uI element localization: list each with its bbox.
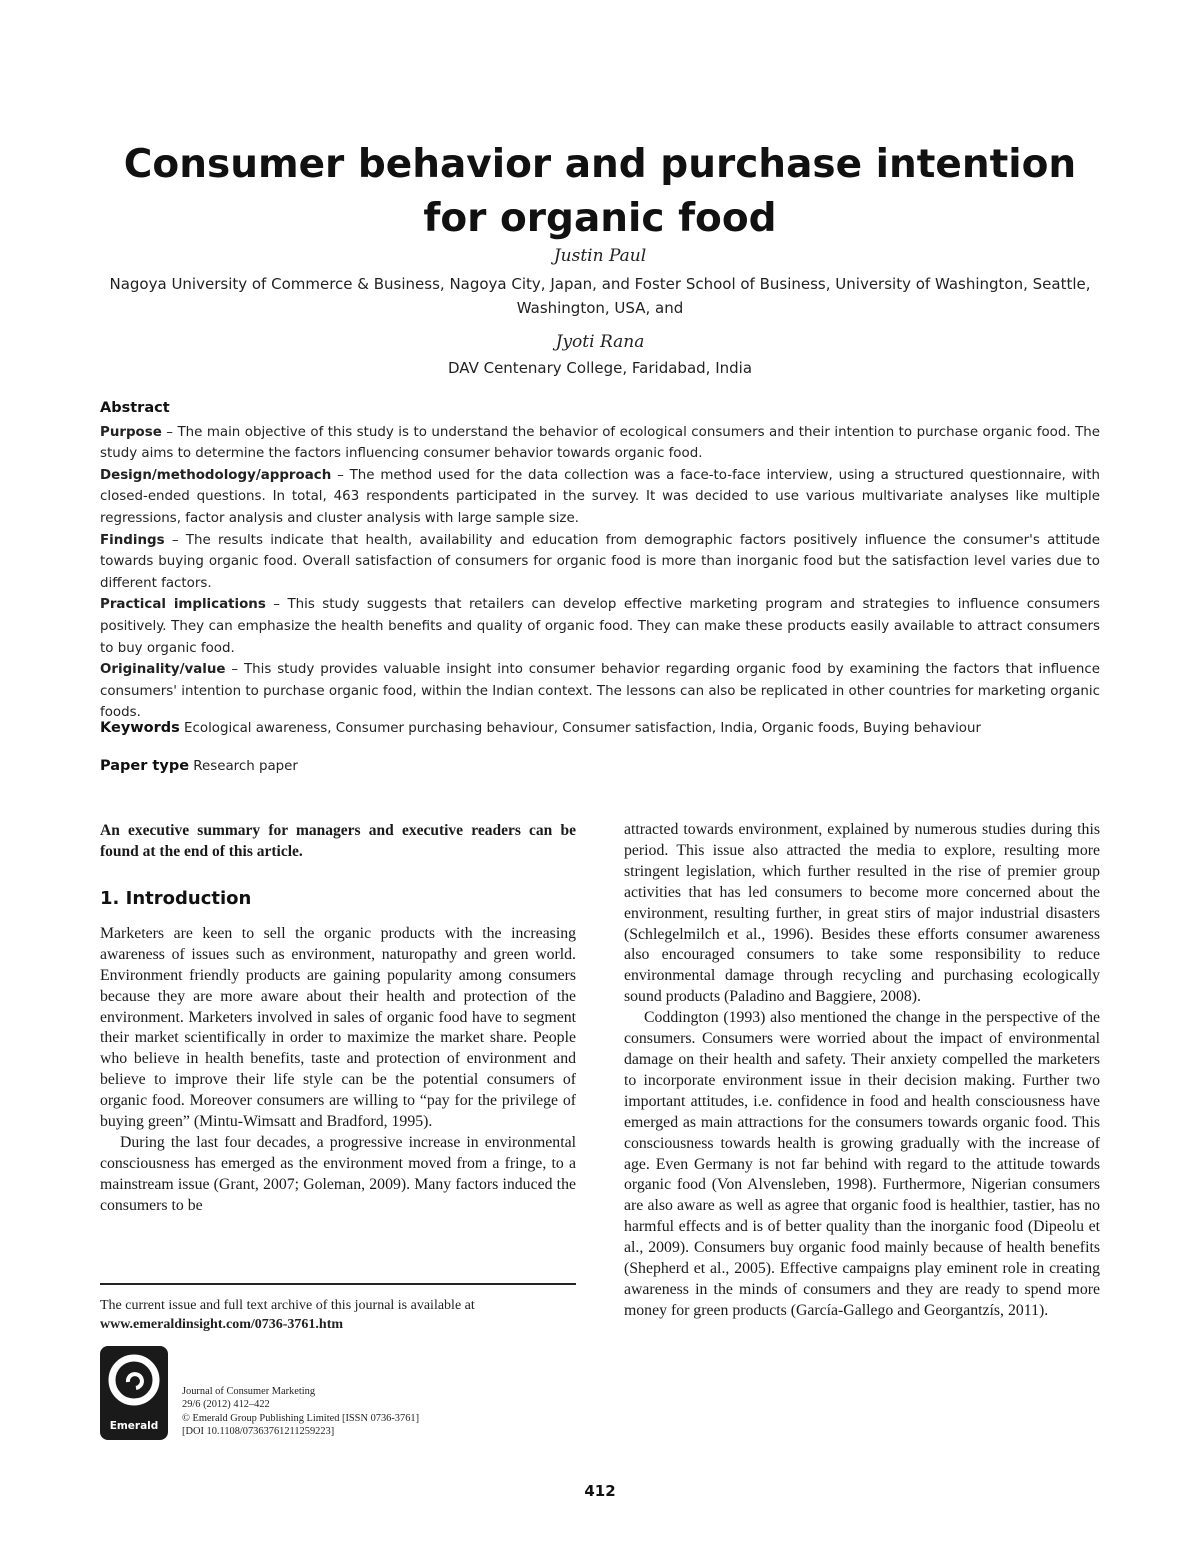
right-column [624, 820, 1100, 1322]
abstract [100, 398, 1100, 724]
abstract-design [100, 465, 1100, 530]
abstract-implications [100, 594, 1100, 659]
abstract-text: – This study suggests that retailers can develop effective marketing program and strategies to influence consumers positively. They can emphasize the health benefits and quality of organic food. They can make these products easily available to attract consumers to buy organic food. [100, 597, 1100, 656]
journal-doi: [DOI 10.1108/07363761211259223] [182, 1426, 335, 1438]
abstract-label: Findings [100, 532, 165, 548]
archive-url-link[interactable]: www.emeraldinsight.com/0736-3761.htm [100, 1317, 344, 1332]
abstract-label: Originality/value [100, 662, 226, 678]
emerald-logo [100, 1346, 168, 1440]
paper-type [100, 758, 1100, 774]
page-number: 412 [584, 1482, 616, 1500]
section-heading-introduction: 1. Introduction [100, 888, 252, 909]
journal-copyright: © Emerald Group Publishing Limited [ISSN 0736-3761] [182, 1412, 420, 1424]
keywords-label: Keywords [100, 720, 180, 736]
abstract-originality [100, 659, 1100, 724]
logo-wordmark: Emerald [109, 1420, 159, 1432]
author-name-2: Jyoti Rana [555, 332, 645, 352]
author-affiliation-1: Nagoya University of Commerce & Business, Nagoya City, Japan, and Foster School of Business, University of Washington, Seattle, Washington, USA, and [109, 275, 1091, 317]
author-name-1: Justin Paul [553, 246, 647, 266]
paper-type-label: Paper type [100, 758, 190, 774]
journal-name: Journal of Consumer Marketing [182, 1386, 316, 1397]
abstract-heading: Abstract [100, 400, 170, 416]
abstract-label: Practical implications [100, 597, 266, 613]
abstract-purpose [100, 422, 1100, 465]
journal-info [182, 1385, 582, 1439]
abstract-text: – The results indicate that health, availability and education from demographic factors positively influence the consumer's attitude towards buying organic food. Overall satisfaction of consumers for organic food is more than inorganic food but the satisfaction level varies due to different factors. [100, 532, 1100, 591]
abstract-findings [100, 530, 1100, 595]
body-paragraph: During the last four decades, a progressive increase in environmental consciousness has emerged as the environment moved from a fringe, to a mainstream issue (Grant, 2007; Goleman, 2009). Many factors induced the consumers to be [100, 1133, 576, 1214]
body-paragraph: Coddington (1993) also mentioned the change in the perspective of the consumers. Consumers were worried about the impact of environmental damage on their health and safety. Their anxiety compelled the marketers to incorporate environment issue in their decision making. Further two important attitudes, i.e. confidence in food and health consciousness have emerged as main attractions for the consumers towards organic food. This consciousness towards health is growing gradually with the increase of age. Even Germany is not far behind with regard to the attitude towards organic food (Von Alvensleben, 1998). Furthermore, Nigerian consumers are also aware as well as agree that organic food is healthier, tastier, has no harmful effects and is of better quality than the inorganic food (Dipeolu et al., 2009). Consumers buy organic food mainly because of health benefits (Shepherd et al., 2005). Effective campaigns play eminent role in creating awareness in the minds of consumers and they are ready to spend more money for green products (García-Gallego and Georgantzís, 2011). [624, 1009, 1100, 1319]
journal-volume: 29/6 (2012) 412–422 [182, 1399, 270, 1411]
keywords-text: Ecological awareness, Consumer purchasing behaviour, Consumer satisfaction, India, Organic foods, Buying behaviour [179, 721, 981, 736]
keywords [100, 720, 1100, 736]
abstract-text: – The main objective of this study is to understand the behavior of ecological consumers and their intention to purchase organic food. The study aims to determine the factors influencing consumer behavior towards organic food. [100, 424, 1100, 462]
archive-note [100, 1296, 580, 1334]
paper-type-text: Research paper [189, 759, 298, 774]
archive-text: The current issue and full text archive of this journal is available at [100, 1298, 475, 1313]
body-paragraph: Marketers are keen to sell the organic products with the increasing awareness of issues such as environment, naturopathy and green world. Environment friendly products are gaining popularity among consumers because they are more aware about their health and protection of the environment. Marketers involved in sales of organic food have to segment their market scientifically in order to maximize the market share. People who believe in health benefits, taste and protection of environment and believe to improve their life style can be the potential consumers of organic food. Moreover consumers are willing to “pay for the privilege of buying green” (Mintu-Wimsatt and Bradford, 1995). [100, 924, 576, 1131]
left-column [100, 820, 576, 1217]
paper-title: Consumer behavior and purchase intention for organic food [123, 142, 1077, 241]
abstract-text: – The method used for the data collection was a face-to-face interview, using a structured questionnaire, with closed-ended questions. In total, 463 respondents participated in the survey. It was decided to use various multivariate analyses like multiple regressions, factor analysis and cluster analysis with large sample size. [100, 467, 1100, 526]
abstract-label: Design/methodology/approach [100, 467, 332, 483]
body-paragraph: attracted towards environment, explained by numerous studies during this period. This issue also attracted the media to explore, resulting more stringent legislation, which further resulted in the rise of premier group activities that has led consumers to become more concerned about the environment, resulting further, in great stirs of major industrial disasters (Schlegelmilch et al., 1996). Besides these efforts consumer awareness also encouraged consumers to take some responsibility to reduce environmental damage through recycling and purchasing ecologically sound products (Paladino and Baggiere, 2008). [624, 821, 1100, 1006]
footnote-divider [100, 1283, 576, 1285]
abstract-label: Purpose [100, 424, 162, 440]
author-affiliation-2: DAV Centenary College, Faridabad, India [447, 359, 753, 377]
executive-summary-note: An executive summary for managers and executive readers can be found at the end of this article. [100, 822, 576, 860]
emerald-logo-icon [106, 1352, 162, 1414]
abstract-text: – This study provides valuable insight into consumer behavior regarding organic food by examining the factors that influence consumers' intention to purchase organic food, within the Indian context. The lessons can also be replicated in other countries for marketing organic foods. [100, 662, 1100, 721]
